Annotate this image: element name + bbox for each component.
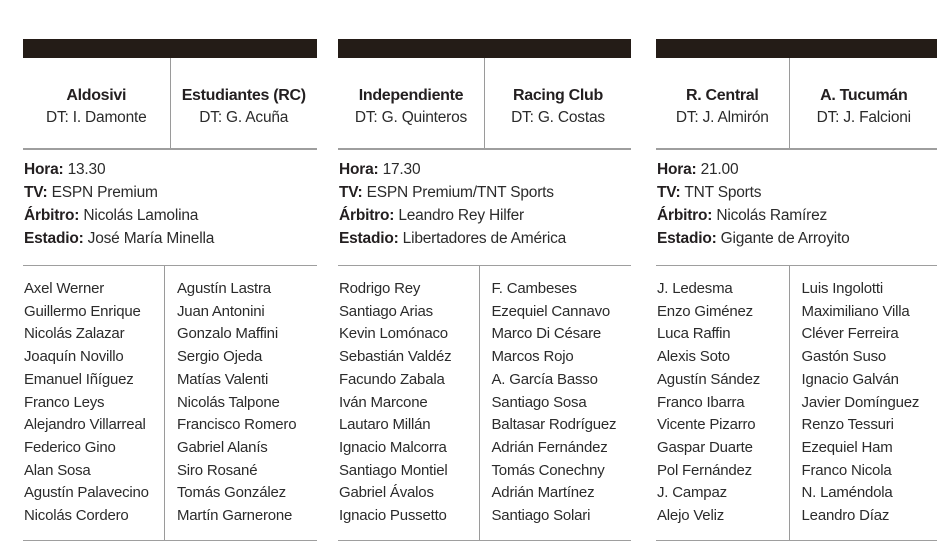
- player-name: Sebastián Valdéz: [339, 348, 452, 366]
- info-value: 13.30: [67, 160, 106, 178]
- info-value: 17.30: [382, 160, 421, 178]
- player-name: Martín Garnerone: [177, 507, 293, 525]
- info-label: TV:: [657, 183, 681, 201]
- info-value: TNT Sports: [684, 183, 762, 201]
- player-name: Juan Antonini: [177, 302, 265, 320]
- player-name: Ignacio Pussetto: [339, 507, 447, 525]
- info-row: [657, 227, 937, 250]
- player-name: Maximiliano Villa: [801, 302, 910, 320]
- team-home-name: Aldosivi: [66, 87, 127, 104]
- team-away-name: Estudiantes (RC): [181, 87, 306, 104]
- player-name: Axel Werner: [24, 280, 105, 297]
- player-name: N. Laméndola: [801, 484, 893, 502]
- player-name: Gonzalo Maffini: [177, 325, 278, 343]
- player-name: Nicolás Talpone: [177, 393, 280, 411]
- info-value: 21.00: [700, 160, 739, 178]
- info-row: [24, 181, 317, 204]
- info-value: José María Minella: [87, 229, 215, 247]
- player-name: Santiago Sosa: [491, 393, 587, 411]
- match-card: [338, 39, 631, 541]
- player-name: Gastón Suso: [801, 348, 887, 366]
- player-name: F. Cambeses: [491, 280, 577, 297]
- team-home-coach: DT: J. Almirón: [675, 109, 769, 126]
- player-name: Gaspar Duarte: [657, 438, 753, 456]
- player-name: Iván Marcone: [339, 393, 428, 411]
- info-value: Nicolás Ramírez: [716, 206, 828, 224]
- team-away-coach: DT: G. Costas: [511, 109, 605, 126]
- info-label: Hora:: [339, 160, 379, 178]
- team-header: [23, 58, 317, 148]
- team-home-coach: DT: I. Damonte: [45, 109, 147, 126]
- match-card: [23, 39, 317, 541]
- info-label: Estadio:: [24, 229, 84, 247]
- match-info: [23, 150, 317, 265]
- player-name: Ignacio Malcorra: [339, 438, 447, 456]
- player-name: Adrián Fernández: [491, 438, 608, 456]
- info-label: Árbitro:: [339, 206, 395, 224]
- info-value: ESPN Premium: [51, 183, 158, 201]
- player-name: Alan Sosa: [24, 461, 91, 479]
- info-value: Libertadores de América: [402, 229, 567, 247]
- player-name: Alexis Soto: [657, 348, 730, 366]
- info-row: [339, 227, 631, 250]
- player-name: Franco Nicola: [801, 461, 892, 479]
- match-info: [656, 150, 937, 265]
- team-away: [485, 58, 631, 148]
- roster-away: [480, 266, 632, 540]
- player-name: Matías Valenti: [177, 370, 269, 388]
- info-row: [657, 158, 937, 181]
- info-row: [24, 158, 317, 181]
- team-away-coach: DT: J. Falcioni: [816, 109, 911, 126]
- player-name: Joaquín Novillo: [24, 348, 124, 366]
- player-name: Ignacio Galván: [801, 370, 899, 388]
- player-name: Gabriel Ávalos: [339, 484, 434, 502]
- roster-home: [656, 266, 789, 540]
- player-name: Agustín Palavecino: [24, 484, 149, 502]
- match-card: [656, 39, 937, 541]
- info-row: [24, 227, 317, 250]
- team-away: [790, 58, 937, 148]
- player-name: J. Campaz: [657, 484, 727, 502]
- info-value: Gigante de Arroyito: [720, 229, 850, 247]
- player-name: Santiago Montiel: [339, 461, 448, 479]
- rosters: [338, 266, 631, 540]
- player-name: Rodrigo Rey: [339, 280, 421, 297]
- player-name: Cléver Ferreira: [801, 325, 899, 343]
- player-name: Marco Di Césare: [491, 325, 602, 343]
- player-name: Javier Domínguez: [801, 393, 920, 411]
- team-home-name: R. Central: [685, 87, 759, 104]
- player-name: Luis Ingolotti: [801, 280, 883, 297]
- team-away-name: A. Tucumán: [820, 87, 908, 104]
- player-name: Federico Gino: [24, 438, 116, 456]
- player-name: Santiago Solari: [491, 507, 591, 525]
- player-name: Adrián Martínez: [491, 484, 595, 502]
- roster-away: [790, 266, 937, 540]
- info-row: [339, 181, 631, 204]
- player-name: Sergio Ojeda: [177, 348, 263, 366]
- team-home: [656, 58, 789, 148]
- divider-line: [338, 540, 631, 542]
- player-name: Vicente Pizarro: [657, 416, 756, 434]
- player-name: Tomás Conechny: [491, 461, 605, 479]
- divider-line: [23, 540, 317, 542]
- player-name: Agustín Lastra: [177, 280, 271, 297]
- header-bar: [656, 39, 937, 58]
- player-name: Santiago Arias: [339, 302, 433, 320]
- player-name: Franco Leys: [24, 393, 105, 411]
- player-name: A. García Basso: [491, 370, 598, 388]
- player-name: Siro Rosané: [177, 461, 258, 479]
- info-label: Árbitro:: [657, 206, 713, 224]
- info-label: Árbitro:: [24, 206, 80, 224]
- player-name: Ezequiel Ham: [801, 438, 893, 456]
- info-row: [339, 158, 631, 181]
- player-name: Francisco Romero: [177, 416, 297, 434]
- rosters: [656, 266, 937, 540]
- player-name: Renzo Tessuri: [801, 416, 894, 434]
- player-name: Franco Ibarra: [657, 393, 745, 411]
- team-away: [171, 58, 318, 148]
- info-label: TV:: [24, 183, 48, 201]
- player-name: Facundo Zabala: [339, 370, 445, 388]
- player-name: Alejandro Villarreal: [24, 416, 146, 434]
- info-label: Estadio:: [657, 229, 717, 247]
- player-name: J. Ledesma: [657, 280, 733, 297]
- roster-home: [338, 266, 479, 540]
- player-name: Leandro Díaz: [801, 507, 890, 525]
- team-home-coach: DT: G. Quinteros: [354, 109, 468, 126]
- info-label: Estadio:: [339, 229, 399, 247]
- header-bar: [23, 39, 317, 58]
- player-name: Baltasar Rodríguez: [491, 416, 617, 434]
- roster-away: [165, 266, 317, 540]
- player-name: Luca Raffin: [657, 325, 731, 343]
- header-bar: [338, 39, 631, 58]
- player-name: Emanuel Iñíguez: [24, 370, 134, 388]
- player-name: Gabriel Alanís: [177, 438, 268, 456]
- player-name: Marcos Rojo: [491, 348, 574, 366]
- player-name: Kevin Lomónaco: [339, 325, 448, 343]
- player-name: Nicolás Cordero: [24, 507, 129, 525]
- info-row: [657, 204, 937, 227]
- player-name: Ezequiel Cannavo: [491, 302, 611, 320]
- divider-line: [656, 540, 937, 542]
- info-label: TV:: [339, 183, 363, 201]
- player-name: Pol Fernández: [657, 461, 752, 479]
- player-name: Lautaro Millán: [339, 416, 431, 434]
- info-label: Hora:: [24, 160, 64, 178]
- info-label: Hora:: [657, 160, 697, 178]
- match-info: [338, 150, 631, 265]
- team-away-coach: DT: G. Acuña: [199, 109, 289, 126]
- roster-home: [23, 266, 164, 540]
- team-away-name: Racing Club: [512, 87, 604, 104]
- team-home: [23, 58, 170, 148]
- info-value: Leandro Rey Hilfer: [398, 206, 524, 224]
- player-name: Enzo Giménez: [657, 302, 753, 320]
- info-row: [339, 204, 631, 227]
- info-value: Nicolás Lamolina: [83, 206, 199, 224]
- team-home: [338, 58, 484, 148]
- rosters: [23, 266, 317, 540]
- team-header: [338, 58, 631, 148]
- player-name: Agustín Sández: [657, 370, 761, 388]
- player-name: Tomás González: [177, 484, 286, 502]
- team-home-name: Independiente: [358, 87, 464, 104]
- info-value: ESPN Premium/TNT Sports: [366, 183, 554, 201]
- info-row: [24, 204, 317, 227]
- player-name: Guillermo Enrique: [24, 302, 141, 320]
- team-header: [656, 58, 937, 148]
- player-name: Nicolás Zalazar: [24, 325, 125, 343]
- info-row: [657, 181, 937, 204]
- player-name: Alejo Veliz: [657, 507, 725, 525]
